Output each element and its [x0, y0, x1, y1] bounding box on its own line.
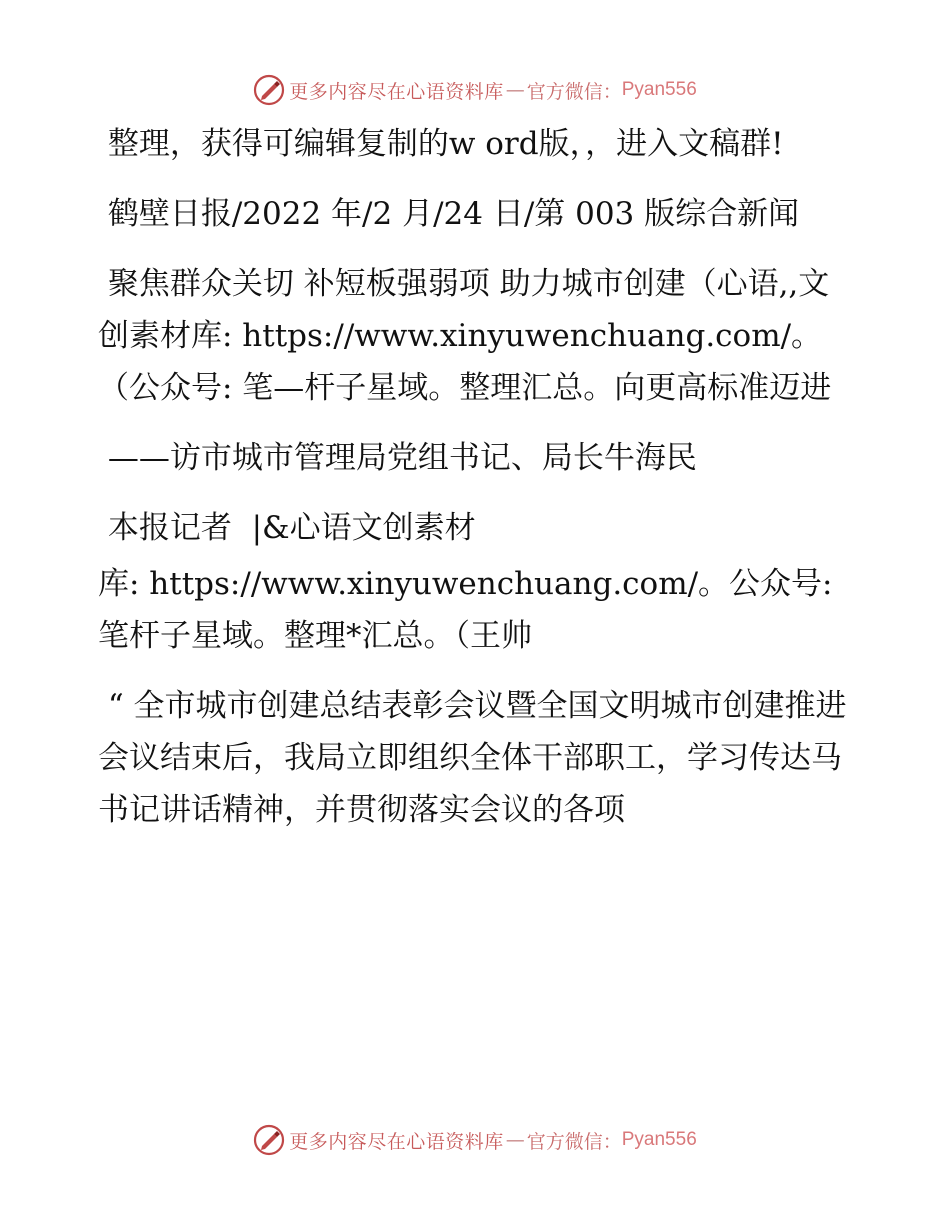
footer-wechat-id: Pyan556	[621, 1129, 697, 1150]
body-paragraph: “ 全市城市创建总结表彰会议暨全国文明城市创建推进会议结束后，我局立即组织全体干部职工，学习传达马书记讲话精神，并贯彻落实会议的各项	[98, 688, 847, 828]
byline-1: 本报记者 |&心语文创素材	[98, 510, 476, 546]
page-header	[0, 72, 950, 108]
footer-brand-text: 更多内容尽在心语资料库	[289, 1130, 504, 1153]
pen-logo-icon	[253, 74, 285, 106]
footer-wechat-label: 官方微信：	[526, 1130, 622, 1153]
page-footer	[0, 1122, 950, 1158]
headline: 聚焦群众关切 补短板强弱项 助力城市创建（心语,,文创素材库: https://www.xinyuwenchuang.com/。（公众号: 笔—杆子星域。整理汇总。向更高标准迈进	[98, 266, 832, 406]
byline-2: 库: https://www.xinyuwenchuang.com/。公众号: 笔杆子星域。整理*汇总。（王帅	[98, 566, 843, 654]
header-wechat-id: Pyan556	[621, 79, 697, 100]
header-brand-text: 更多内容尽在心语资料库	[289, 80, 504, 103]
footer-separator: —	[505, 1129, 525, 1151]
subtitle: ——访市城市管理局党组书记、局长牛海民	[98, 440, 697, 476]
document-body	[98, 118, 858, 854]
pen-logo-icon	[253, 1124, 285, 1156]
header-wechat-label: 官方微信：	[526, 80, 622, 103]
header-separator: —	[505, 79, 525, 101]
source-line: 鹤壁日报/2022 年/2 月/24 日/第 003 版综合新闻	[98, 196, 800, 232]
intro-paragraph: 整理，获得可编辑复制的w ord版，，进入文稿群!	[98, 126, 784, 162]
